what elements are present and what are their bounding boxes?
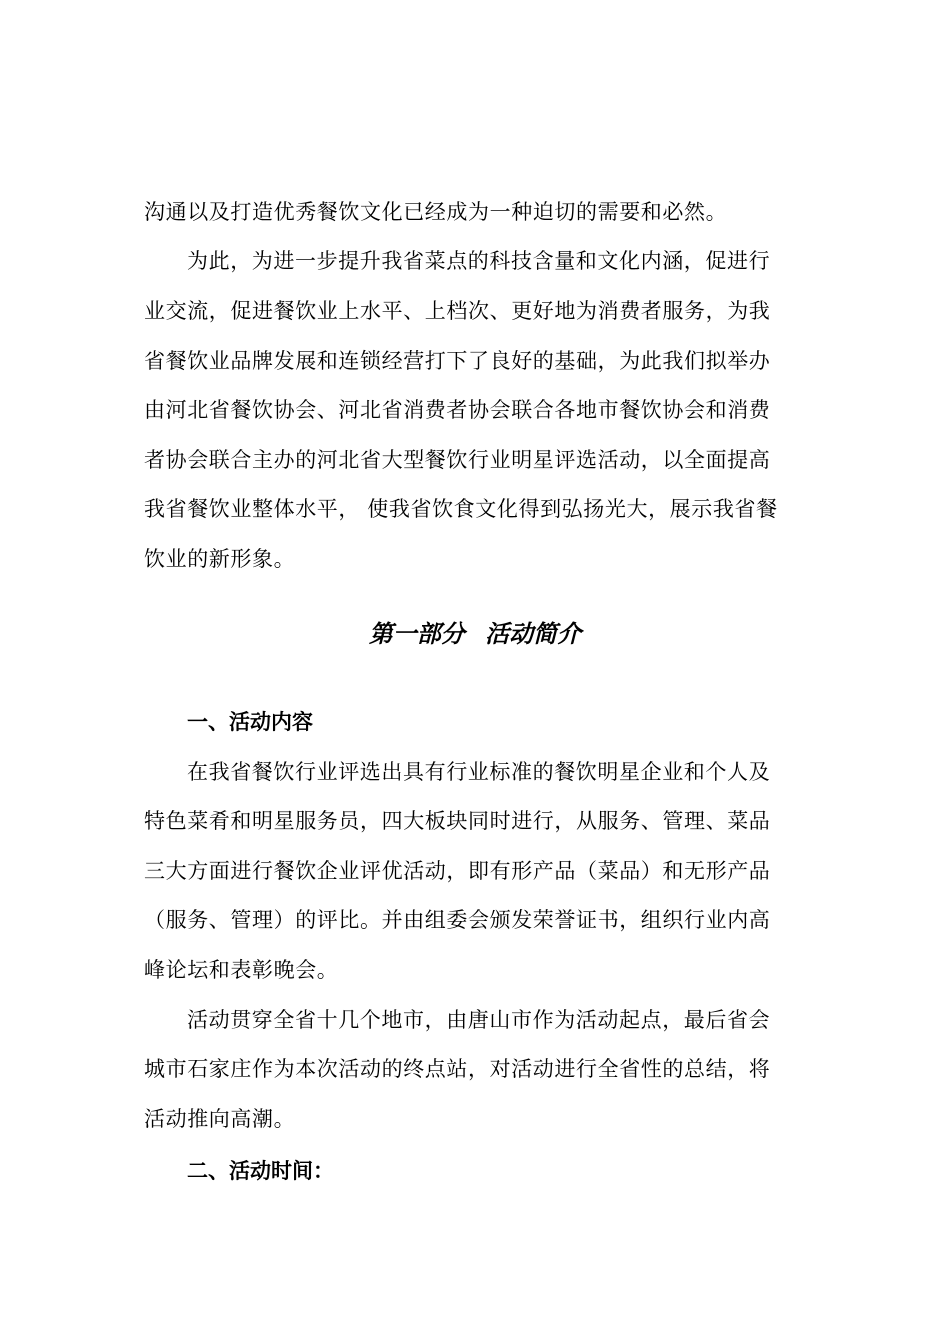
paragraph-line: 在我省餐饮行业评选出具有行业标准的餐饮明星企业和个人及 [187,760,771,784]
paragraph-line: 特色菜肴和明星服务员，四大板块同时进行，从服务、管理、菜品 [144,809,771,833]
paragraph-line: 由河北省餐饮协会、河北省消费者协会联合各地市餐饮协会和消费 [144,398,771,422]
paragraph-line: 为此，为进一步提升我省菜点的科技含量和文化内涵，促进行 [187,249,771,273]
paragraph-line: 活动贯穿全省十几个地市，由唐山市作为活动起点，最后省会 [187,1008,771,1032]
paragraph-line: 活动推向高潮。 [144,1107,296,1131]
section-title: 一、活动内容 [187,710,313,734]
section-title: 二、活动时间： [187,1159,334,1183]
paragraph-line: 峰论坛和表彰晚会。 [144,958,339,982]
paragraph-line: 省餐饮业品牌发展和连锁经营打下了良好的基础，为此我们拟举办 [144,349,771,373]
paragraph-line: 城市石家庄作为本次活动的终点站，对活动进行全省性的总结，将 [144,1057,771,1081]
paragraph-line: 饮业的新形象。 [144,547,296,571]
paragraph-line: 沟通以及打造优秀餐饮文化已经成为一种迫切的需要和必然。 [144,200,728,224]
paragraph-line: 我省餐饮业整体水平， 使我省饮食文化得到弘扬光大，展示我省餐 [144,497,778,521]
paragraph-line: （服务、管理）的评比。并由组委会颁发荣誉证书，组织行业内高 [144,908,771,932]
paragraph-line: 业交流，促进餐饮业上水平、上档次、更好地为消费者服务，为我 [144,299,771,323]
part-heading: 第一部分 活动简介 [368,620,582,648]
paragraph-line: 三大方面进行餐饮企业评优活动，即有形产品（菜品）和无形产品 [144,859,771,883]
paragraph-line: 者协会联合主办的河北省大型餐饮行业明星评选活动，以全面提高 [144,448,771,472]
